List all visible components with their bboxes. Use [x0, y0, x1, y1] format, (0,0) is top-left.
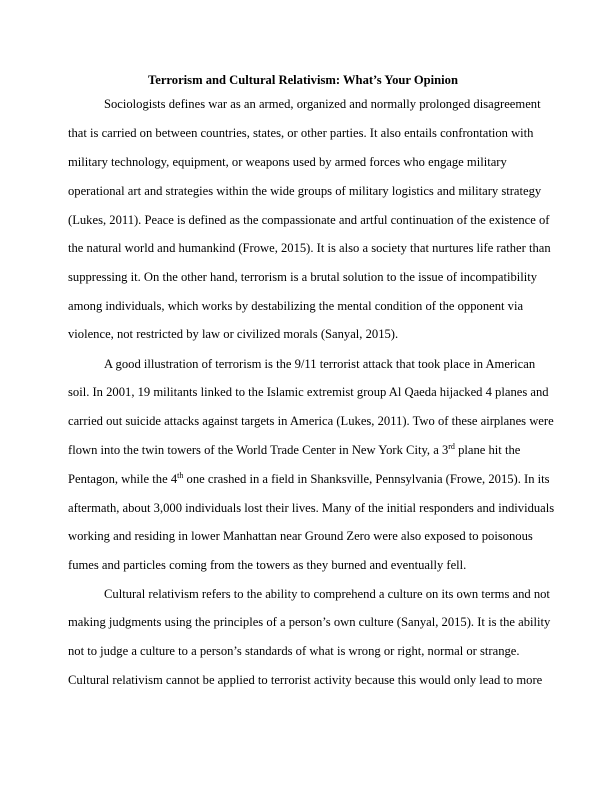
paragraph-2-line-8	[68, 557, 466, 573]
ordinal-suffix: rd	[448, 441, 455, 451]
paragraph-2-line-4	[68, 442, 520, 458]
line-text: Cultural relativism refers to the ability to comprehend a culture on its own terms and not	[104, 587, 550, 601]
ordinal-suffix: th	[177, 470, 184, 480]
paragraph-1-line-5	[68, 212, 549, 228]
line-text: fumes and particles coming from the towers as they burned and eventually fell.	[68, 558, 467, 572]
paragraph-1-line-8	[68, 298, 523, 314]
line-text: the natural world and humankind (Frowe, 2015). It is also a society that nurtures life rather than	[68, 241, 551, 255]
line-text: plane hit the	[454, 443, 521, 457]
line-text: operational art and strategies within the wide groups of military logistics and military strategy	[68, 184, 542, 198]
line-text: Pentagon, while the 4	[68, 472, 178, 486]
line-text: not to judge a culture to a person’s standards of what is wrong or right, normal or strange.	[68, 644, 520, 658]
paragraph-1-line-1	[104, 96, 541, 112]
line-text: working and residing in lower Manhattan near Ground Zero were also exposed to poisonous	[68, 529, 533, 543]
paragraph-1-line-3	[68, 154, 507, 170]
line-text: that is carried on between countries, states, or other parties. It also entails confrontation with	[68, 126, 534, 140]
paragraph-3-line-2	[68, 614, 550, 630]
line-text: Cultural relativism cannot be applied to terrorist activity because this would only lead to more	[68, 673, 543, 687]
paragraph-2-line-3	[68, 413, 554, 429]
line-text: carried out suicide attacks against targets in America (Lukes, 2011). Two of these airplanes were	[68, 414, 554, 428]
paragraph-2-line-7	[68, 528, 533, 544]
paragraph-2-line-6	[68, 500, 554, 516]
line-text: A good illustration of terrorism is the 9/11 terrorist attack that took place in American	[104, 357, 536, 371]
line-text: among individuals, which works by destabilizing the mental condition of the opponent via	[68, 299, 524, 313]
paragraph-2-line-2	[68, 384, 549, 400]
paragraph-3-line-4	[68, 672, 542, 688]
line-text: one crashed in a field in Shanksville, Pennsylvania (Frowe, 2015). In its	[183, 472, 550, 486]
line-text: (Lukes, 2011). Peace is defined as the compassionate and artful continuation of the existence of	[68, 213, 550, 227]
line-text: soil. In 2001, 19 militants linked to the Islamic extremist group Al Qaeda hijacked 4 planes and	[68, 385, 549, 399]
paragraph-3-line-3	[68, 643, 520, 659]
paragraph-1-line-4	[68, 183, 541, 199]
document-title: Terrorism and Cultural Relativism: What’s Your Opinion	[148, 73, 458, 87]
paragraph-1-line-2	[68, 125, 533, 141]
line-text: aftermath, about 3,000 individuals lost their lives. Many of the initial responders and individuals	[68, 501, 555, 515]
line-text: military technology, equipment, or weapons used by armed forces who engage military	[68, 155, 507, 169]
paragraph-1-line-7	[68, 269, 537, 285]
paragraph-1-line-9	[68, 326, 398, 342]
paragraph-2-line-1	[104, 356, 535, 372]
line-text: suppressing it. On the other hand, terrorism is a brutal solution to the issue of incompatibility	[68, 270, 538, 284]
paragraph-1-line-6	[68, 240, 551, 256]
paragraph-3-line-1	[104, 586, 550, 602]
line-text: Sociologists defines war as an armed, organized and normally prolonged disagreement	[104, 97, 541, 111]
line-text: making judgments using the principles of a person’s own culture (Sanyal, 2015). It is the ability	[68, 615, 551, 629]
line-text: flown into the twin towers of the World Trade Center in New York City, a 3	[68, 443, 449, 457]
line-text: violence, not restricted by law or civilized morals (Sanyal, 2015).	[68, 327, 399, 341]
paragraph-2-line-5	[68, 471, 550, 487]
